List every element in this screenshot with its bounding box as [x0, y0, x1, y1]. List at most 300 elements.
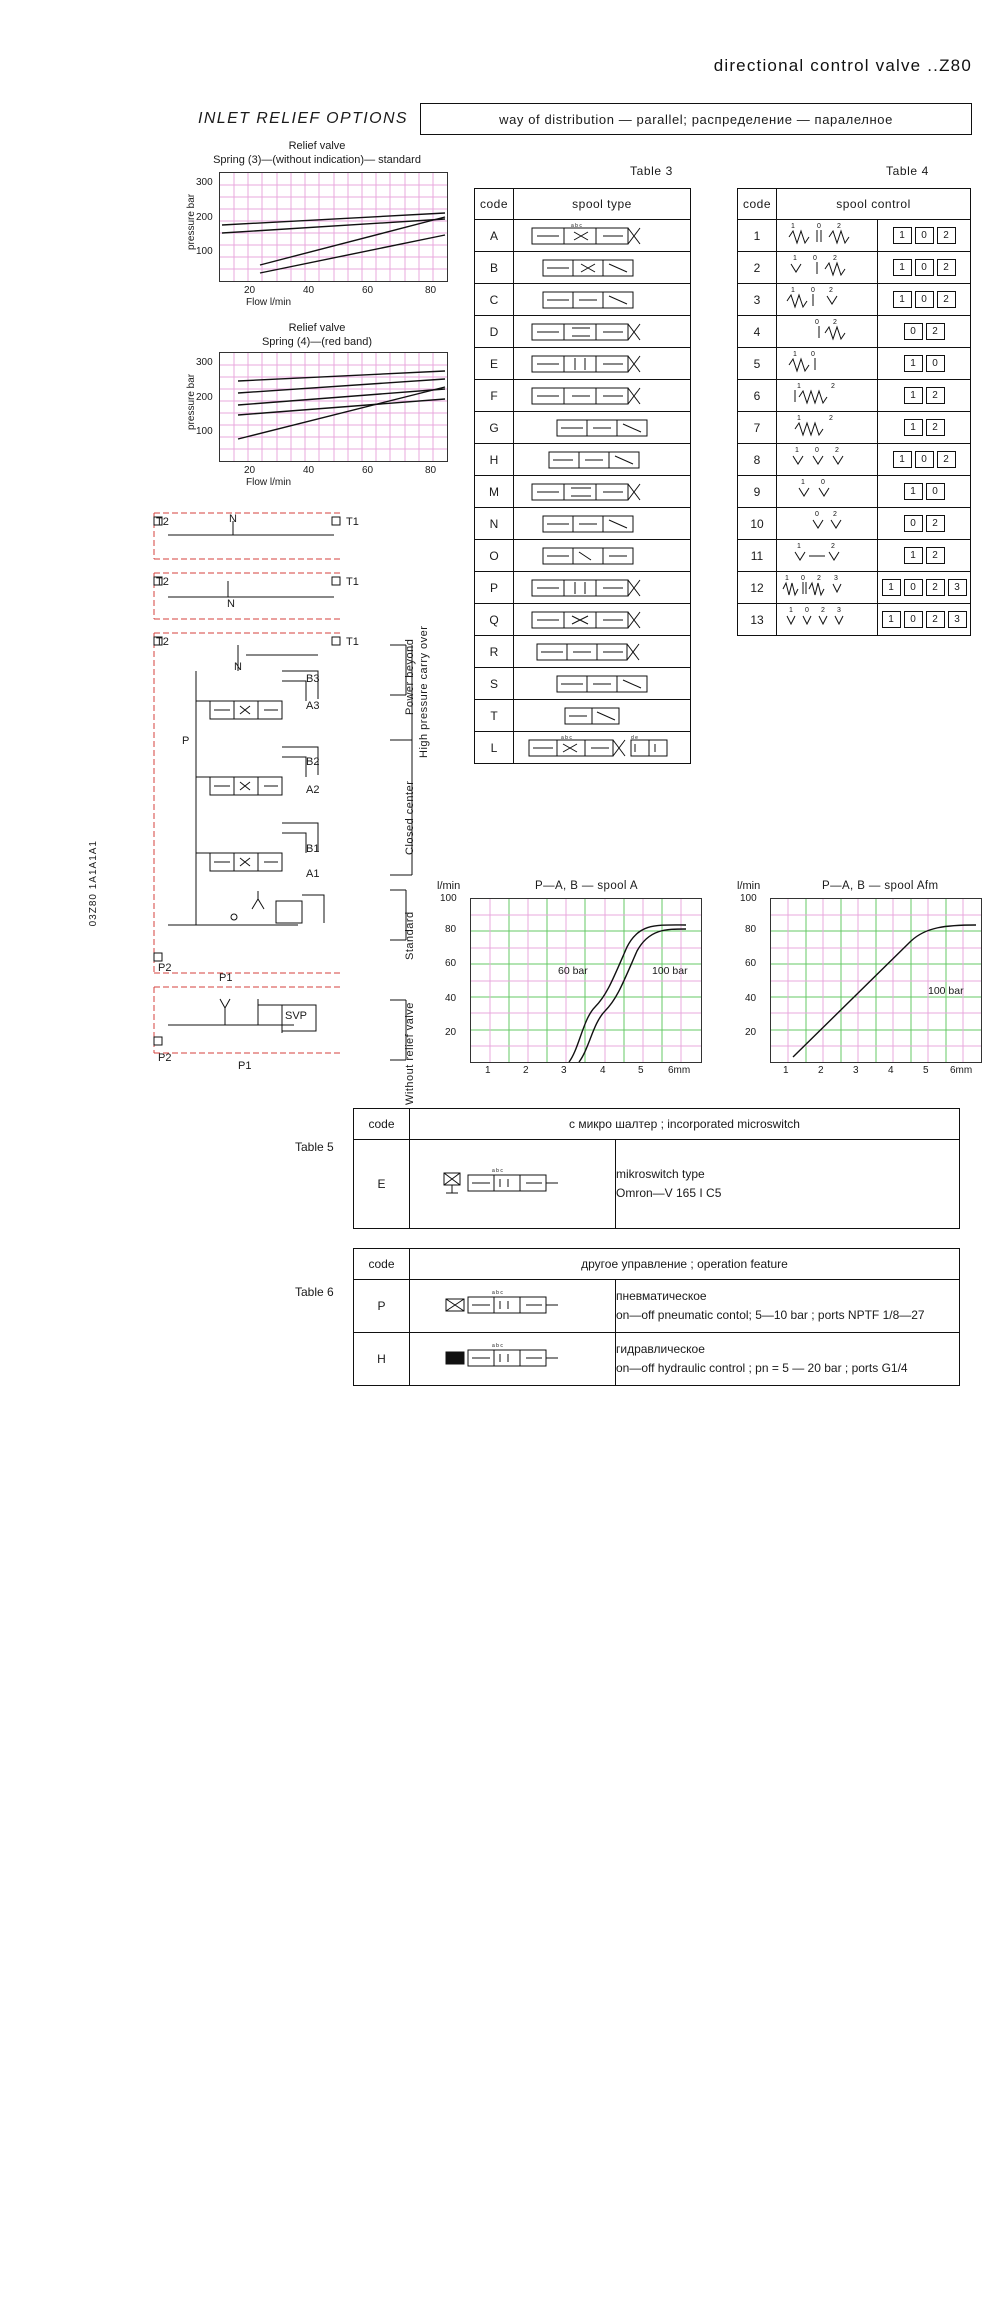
- control-symbol-12: [777, 572, 878, 604]
- table-row[interactable]: [475, 316, 691, 348]
- table-row[interactable]: [738, 348, 971, 380]
- table-row[interactable]: [475, 572, 691, 604]
- flow-graph-2-title: P—A, B — spool Afm: [822, 880, 939, 892]
- flow-graph-1-annotation-60bar: 60 bar: [558, 965, 588, 977]
- microswitch-type-label: mikroswitch type: [616, 1167, 705, 1182]
- port-label-P1-lower: P1: [238, 1060, 252, 1072]
- spool-symbol-E: [514, 348, 691, 380]
- table6-description-cell-P: [616, 1280, 960, 1333]
- spool-symbol-B: [514, 252, 691, 284]
- table-row[interactable]: [475, 700, 691, 732]
- flow-graph-2-ytick-60: 60: [745, 958, 757, 969]
- table-row[interactable]: [475, 220, 691, 252]
- svg-text:a b c: a b c: [561, 735, 572, 741]
- hydraulic-label-ru: гидравлическое: [616, 1342, 705, 1357]
- position-box: 3: [948, 579, 967, 596]
- table3-code-cell: G: [475, 412, 514, 444]
- table-row[interactable]: [475, 476, 691, 508]
- table-row[interactable]: [475, 732, 691, 764]
- spool-symbol-R: [514, 636, 691, 668]
- position-box: 2: [937, 259, 956, 276]
- svg-text:1: 1: [793, 255, 797, 262]
- control-symbol-7: [777, 412, 878, 444]
- position-box: 1: [904, 547, 923, 564]
- table5-header-title: с микро шалтер ; incorporated microswitch: [410, 1109, 960, 1140]
- table4-positions: [878, 380, 971, 412]
- section-label-A2: A2: [306, 784, 320, 796]
- flow-graph-2-xtick-1: 1: [783, 1065, 789, 1076]
- svg-text:1: 1: [793, 351, 797, 358]
- port-label-T1-2: T1: [346, 576, 359, 588]
- table4-positions: [878, 348, 971, 380]
- flow-graph-1-ytick-20: 20: [445, 1027, 457, 1038]
- table4-positions: [878, 604, 971, 636]
- table5-code-cell: E: [354, 1140, 410, 1229]
- flow-graph-1-xtick-6mm: 6mm: [668, 1065, 691, 1076]
- relief-graph-1-plot: [219, 172, 448, 282]
- table6-description-cell-H: [616, 1333, 960, 1386]
- svg-text:1: 1: [791, 287, 795, 294]
- brace-label-closed-center: Closed center: [404, 780, 416, 855]
- table-row[interactable]: [354, 1333, 960, 1386]
- svg-text:3: 3: [834, 575, 838, 582]
- control-symbol-9: [777, 476, 878, 508]
- svg-text:0: 0: [811, 351, 815, 358]
- position-box: 2: [926, 419, 945, 436]
- flow-graph-2-unit: l/min: [737, 880, 761, 892]
- relief-graph-2-xtick-20: 20: [244, 465, 256, 476]
- svg-text:0: 0: [805, 607, 809, 614]
- table4-code-cell: 1: [738, 220, 777, 252]
- brace-label-without-relief-valve: Without relief valve: [404, 1002, 416, 1105]
- table6-code-cell-P: P: [354, 1280, 410, 1333]
- flow-graph-1-xtick-2: 2: [523, 1065, 529, 1076]
- table-row[interactable]: [738, 412, 971, 444]
- table5-caption: Table 5: [295, 1140, 334, 1154]
- position-box: 2: [937, 451, 956, 468]
- control-symbol-1: [777, 220, 878, 252]
- svg-text:2: 2: [821, 607, 825, 614]
- svg-text:1: 1: [797, 383, 801, 390]
- port-label-T2-top: T2: [156, 516, 169, 528]
- position-box: 2: [937, 227, 956, 244]
- table-row[interactable]: [475, 380, 691, 412]
- position-box: 2: [926, 547, 945, 564]
- position-box: 0: [904, 515, 923, 532]
- table4-code-cell: 9: [738, 476, 777, 508]
- table4-code-cell: 2: [738, 252, 777, 284]
- table4-code-cell: 10: [738, 508, 777, 540]
- svg-text:2: 2: [833, 255, 837, 262]
- brace-label-standard: Standard: [404, 911, 416, 960]
- position-box: 2: [926, 515, 945, 532]
- flow-graph-2-annotation-100bar: 100 bar: [928, 985, 964, 997]
- svg-text:a b c: a b c: [491, 1167, 503, 1174]
- table4-code-cell: 6: [738, 380, 777, 412]
- flow-graph-2-xtick-6mm: 6mm: [950, 1065, 973, 1076]
- relief-graph-1-ytick-300: 300: [196, 177, 213, 188]
- table4-header-spool-control: spool control: [777, 189, 971, 220]
- table3-code-cell: D: [475, 316, 514, 348]
- table4-positions: [878, 572, 971, 604]
- position-box: 1: [882, 579, 901, 596]
- table-row[interactable]: [738, 572, 971, 604]
- svg-text:0: 0: [815, 511, 819, 518]
- relief-graph-1-xtick-80: 80: [425, 285, 437, 296]
- svg-text:2: 2: [831, 543, 835, 550]
- relief-graph-1-xtick-40: 40: [303, 285, 315, 296]
- table4-positions: [878, 220, 971, 252]
- svg-text:1: 1: [797, 415, 801, 422]
- table6-symbol-cell-H: [410, 1333, 616, 1386]
- table5-symbol-cell: [410, 1140, 616, 1229]
- table-row[interactable]: [475, 412, 691, 444]
- svg-text:2: 2: [829, 415, 833, 422]
- table-row[interactable]: [354, 1280, 960, 1333]
- table3-code-cell: T: [475, 700, 514, 732]
- table3-caption: Table 3: [630, 164, 673, 178]
- relief-graph-1-xtick-20: 20: [244, 285, 256, 296]
- control-symbol-2: [777, 252, 878, 284]
- table3-code-cell: L: [475, 732, 514, 764]
- control-symbol-10: [777, 508, 878, 540]
- table6-code-cell-H: H: [354, 1333, 410, 1386]
- flow-graph-1-plot: [470, 898, 702, 1063]
- svg-text:0: 0: [821, 479, 825, 486]
- flow-graph-2-plot: [770, 898, 982, 1063]
- position-box: 1: [882, 611, 901, 628]
- table3-code-cell: Q: [475, 604, 514, 636]
- pneumatic-label-ru: пневматическое: [616, 1289, 707, 1304]
- svg-text:a b c: a b c: [571, 223, 582, 229]
- position-box: 2: [937, 291, 956, 308]
- table-row[interactable]: [738, 540, 971, 572]
- table-row[interactable]: [475, 636, 691, 668]
- spool-symbol-C: [514, 284, 691, 316]
- table-row[interactable]: [354, 1140, 960, 1229]
- position-box: 2: [926, 323, 945, 340]
- table6: [353, 1248, 960, 1386]
- table6-symbol-cell-P: [410, 1280, 616, 1333]
- flow-graph-2-xtick-3: 3: [853, 1065, 859, 1076]
- flow-graph-1-xtick-3: 3: [561, 1065, 567, 1076]
- position-box: 2: [926, 579, 945, 596]
- flow-graph-2-ytick-80: 80: [745, 924, 757, 935]
- table4-positions: [878, 284, 971, 316]
- spool-symbol-G: [514, 412, 691, 444]
- control-symbol-13: [777, 604, 878, 636]
- table4-header-row: [738, 189, 971, 220]
- spool-symbol-D: [514, 316, 691, 348]
- spool-symbol-N: [514, 508, 691, 540]
- table4-positions: [878, 316, 971, 348]
- table-row[interactable]: [738, 444, 971, 476]
- relief-graph-1-caption: Relief valve Spring (3)—(without indication)— standard: [213, 140, 421, 166]
- svg-text:1: 1: [801, 479, 805, 486]
- svg-text:d e: d e: [631, 735, 638, 741]
- svg-text:0: 0: [813, 255, 817, 262]
- pneumatic-label-en: on—off pneumatic contol; 5—10 bar ; ports NPTF 1/8—27: [616, 1308, 925, 1322]
- relief-graph-1-xtick-60: 60: [362, 285, 374, 296]
- relief-graph-1-ylabel: pressure bar: [186, 193, 197, 250]
- section-label-A3: A3: [306, 700, 320, 712]
- table4-caption: Table 4: [886, 164, 929, 178]
- table6-header-code: code: [354, 1249, 410, 1280]
- control-symbol-11: [777, 540, 878, 572]
- relief-graph-2-ytick-100: 100: [196, 426, 213, 437]
- svg-text:0: 0: [817, 223, 821, 230]
- relief-graph-2-caption: Relief valve Spring (4)—(red band): [261, 322, 373, 348]
- table3-code-cell: B: [475, 252, 514, 284]
- port-label-P1: P1: [219, 972, 233, 984]
- svg-text:a b c: a b c: [491, 1342, 503, 1349]
- table3-code-cell: H: [475, 444, 514, 476]
- port-label-T1-3: T1: [346, 636, 359, 648]
- table-row[interactable]: [475, 284, 691, 316]
- port-label-P: P: [182, 735, 190, 747]
- spool-symbol-Q: [514, 604, 691, 636]
- svg-text:3: 3: [837, 607, 841, 614]
- brace-label-high-pressure-carry-over: High pressure carry over: [418, 625, 430, 758]
- table4-code-cell: 11: [738, 540, 777, 572]
- port-label-P2: P2: [158, 962, 172, 974]
- position-box: 0: [904, 323, 923, 340]
- relief-graph-2-xtick-80: 80: [425, 465, 437, 476]
- table-row[interactable]: [475, 508, 691, 540]
- svg-text:2: 2: [837, 223, 841, 230]
- port-label-T2-3: T2: [156, 636, 169, 648]
- flow-graph-2-xtick-2: 2: [818, 1065, 824, 1076]
- table6-header-row: [354, 1249, 960, 1280]
- position-box: 1: [904, 483, 923, 500]
- svg-text:2: 2: [833, 511, 837, 518]
- relief-graph-1-ytick-200: 200: [196, 212, 213, 223]
- svg-text:a b c: a b c: [491, 1289, 503, 1296]
- table4-positions: [878, 476, 971, 508]
- distribution-note-text: way of distribution — parallel; распределение — паралелное: [499, 111, 893, 127]
- table4-code-cell: 13: [738, 604, 777, 636]
- flow-graph-2-ytick-40: 40: [745, 993, 757, 1004]
- table3-header-row: [475, 189, 691, 220]
- table-row[interactable]: [738, 284, 971, 316]
- section-label-B3: B3: [306, 673, 320, 685]
- relief-graph-2-ytick-300: 300: [196, 357, 213, 368]
- table-row[interactable]: [738, 604, 971, 636]
- flow-graph-1-ytick-40: 40: [445, 993, 457, 1004]
- position-box: 0: [915, 451, 934, 468]
- table4-positions: [878, 540, 971, 572]
- table4-code-cell: 8: [738, 444, 777, 476]
- position-box: 2: [926, 611, 945, 628]
- spool-symbol-M: [514, 476, 691, 508]
- section-label-B1: B1: [306, 843, 320, 855]
- table-row[interactable]: [475, 604, 691, 636]
- table-row[interactable]: [738, 508, 971, 540]
- brace-label-power-beyond: Power beyond: [404, 638, 416, 715]
- position-box: 0: [915, 291, 934, 308]
- table4-positions: [878, 412, 971, 444]
- svg-text:0: 0: [811, 287, 815, 294]
- table-row[interactable]: [738, 252, 971, 284]
- position-box: 0: [904, 579, 923, 596]
- table6-caption: Table 6: [295, 1285, 334, 1299]
- spool-symbol-L: [514, 732, 691, 764]
- position-box: 1: [893, 259, 912, 276]
- flow-graph-1-ytick-60: 60: [445, 958, 457, 969]
- hydraulic-label-en: on—off hydraulic control ; pn = 5 — 20 bar ; ports G1/4: [616, 1361, 908, 1375]
- control-symbol-5: [777, 348, 878, 380]
- table-row[interactable]: [738, 220, 971, 252]
- svg-text:0: 0: [815, 447, 819, 454]
- table-row[interactable]: [475, 540, 691, 572]
- position-box: 2: [926, 387, 945, 404]
- svp-label: SVP: [285, 1010, 308, 1022]
- control-symbol-8: [777, 444, 878, 476]
- position-box: 1: [893, 227, 912, 244]
- spool-symbol-P: [514, 572, 691, 604]
- table3-code-cell: E: [475, 348, 514, 380]
- relief-graph-2-plot: [219, 352, 448, 462]
- flow-graph-1-ytick-80: 80: [445, 924, 457, 935]
- table6-header-title: другое управление ; operation feature: [410, 1249, 960, 1280]
- svg-text:2: 2: [817, 575, 821, 582]
- position-box: 0: [904, 611, 923, 628]
- table3-code-cell: M: [475, 476, 514, 508]
- table3-code-cell: O: [475, 540, 514, 572]
- spool-symbol-O: [514, 540, 691, 572]
- table5-header-row: [354, 1109, 960, 1140]
- position-box: 1: [904, 419, 923, 436]
- table3-header-code: code: [475, 189, 514, 220]
- table3-code-cell: P: [475, 572, 514, 604]
- inlet-relief-options-title: INLET RELIEF OPTIONS: [198, 110, 408, 127]
- svg-text:1: 1: [797, 543, 801, 550]
- flow-graph-2-xtick-4: 4: [888, 1065, 894, 1076]
- relief-graph-2-ylabel: pressure bar: [186, 373, 197, 430]
- svg-text:0: 0: [801, 575, 805, 582]
- table4-positions: [878, 508, 971, 540]
- flow-graph-1-xtick-1: 1: [485, 1065, 491, 1076]
- flow-graph-1-xtick-5: 5: [638, 1065, 644, 1076]
- position-box: 3: [948, 611, 967, 628]
- drawing-code: 03Z80 1A1A1A1: [88, 840, 99, 927]
- svg-text:2: 2: [829, 287, 833, 294]
- section-label-B2: B2: [306, 756, 320, 768]
- table5: [353, 1108, 960, 1229]
- position-box: 1: [904, 387, 923, 404]
- relief-graph-1-xlabel: Flow l/min: [246, 297, 292, 308]
- table3-code-cell: A: [475, 220, 514, 252]
- relief-graph-2-xtick-60: 60: [362, 465, 374, 476]
- flow-graph-2-xtick-5: 5: [923, 1065, 929, 1076]
- relief-graph-2-xtick-40: 40: [303, 465, 315, 476]
- distribution-note-box: [420, 103, 972, 135]
- position-box: 1: [893, 291, 912, 308]
- table4-code-cell: 12: [738, 572, 777, 604]
- port-label-P2-lower: P2: [158, 1052, 172, 1064]
- control-symbol-6: [777, 380, 878, 412]
- relief-graph-1-ytick-100: 100: [196, 246, 213, 257]
- spool-symbol-F: [514, 380, 691, 412]
- table-row[interactable]: [475, 444, 691, 476]
- table3-code-cell: R: [475, 636, 514, 668]
- table3-code-cell: N: [475, 508, 514, 540]
- table3: [474, 188, 691, 764]
- svg-text:0: 0: [815, 319, 819, 326]
- svg-text:1: 1: [789, 607, 793, 614]
- table-row[interactable]: [475, 348, 691, 380]
- table4-positions: [878, 444, 971, 476]
- position-box: 1: [904, 355, 923, 372]
- flow-graph-1-unit: l/min: [437, 880, 461, 892]
- port-label-N-2: N: [227, 598, 235, 610]
- table3-code-cell: F: [475, 380, 514, 412]
- flow-graph-2-ytick-20: 20: [745, 1027, 757, 1038]
- svg-text:1: 1: [785, 575, 789, 582]
- position-box: 1: [893, 451, 912, 468]
- svg-text:1: 1: [795, 447, 799, 454]
- table3-header-spool-type: spool type: [514, 189, 691, 220]
- table4-code-cell: 4: [738, 316, 777, 348]
- position-box: 0: [915, 227, 934, 244]
- svg-text:2: 2: [833, 319, 837, 326]
- position-box: 0: [926, 355, 945, 372]
- section-label-A1: A1: [306, 868, 320, 880]
- svg-text:2: 2: [835, 447, 839, 454]
- spool-symbol-H: [514, 444, 691, 476]
- control-symbol-4: [777, 316, 878, 348]
- table5-header-code: code: [354, 1109, 410, 1140]
- table4-header-code: code: [738, 189, 777, 220]
- hydraulic-circuit-diagram: [148, 505, 416, 1075]
- port-label-N-3: N: [234, 661, 242, 673]
- table3-code-cell: C: [475, 284, 514, 316]
- table5-description-cell: [616, 1140, 960, 1229]
- relief-graph-2-xlabel: Flow l/min: [246, 477, 292, 488]
- spool-symbol-S: [514, 668, 691, 700]
- document-title: directional control valve ..Z80: [713, 56, 972, 75]
- table4-code-cell: 3: [738, 284, 777, 316]
- flow-graph-2-ytick-100: 100: [740, 893, 757, 904]
- table3-code-cell: S: [475, 668, 514, 700]
- spool-symbol-T: [514, 700, 691, 732]
- relief-graph-2-ytick-200: 200: [196, 392, 213, 403]
- table-row[interactable]: [475, 252, 691, 284]
- flow-graph-1-title: P—A, B — spool A: [535, 880, 638, 892]
- port-label-T2-2: T2: [156, 576, 169, 588]
- table4-code-cell: 7: [738, 412, 777, 444]
- table-row[interactable]: [475, 668, 691, 700]
- port-label-N-1: N: [229, 513, 237, 525]
- control-symbol-3: [777, 284, 878, 316]
- flow-graph-1-annotation-100bar: 100 bar: [652, 965, 688, 977]
- flow-graph-1-xtick-4: 4: [600, 1065, 606, 1076]
- table4-positions: [878, 252, 971, 284]
- spool-symbol-A: [514, 220, 691, 252]
- position-box: 0: [926, 483, 945, 500]
- table-row[interactable]: [738, 476, 971, 508]
- svg-text:1: 1: [791, 223, 795, 230]
- flow-graph-1-ytick-100: 100: [440, 893, 457, 904]
- table4-code-cell: 5: [738, 348, 777, 380]
- position-box: 0: [915, 259, 934, 276]
- svg-text:2: 2: [831, 383, 835, 390]
- table4: [737, 188, 971, 636]
- port-label-T1-top: T1: [346, 516, 359, 528]
- microswitch-type-value: Omron—V 165 I C5: [616, 1186, 722, 1200]
- table-row[interactable]: [738, 380, 971, 412]
- table-row[interactable]: [738, 316, 971, 348]
